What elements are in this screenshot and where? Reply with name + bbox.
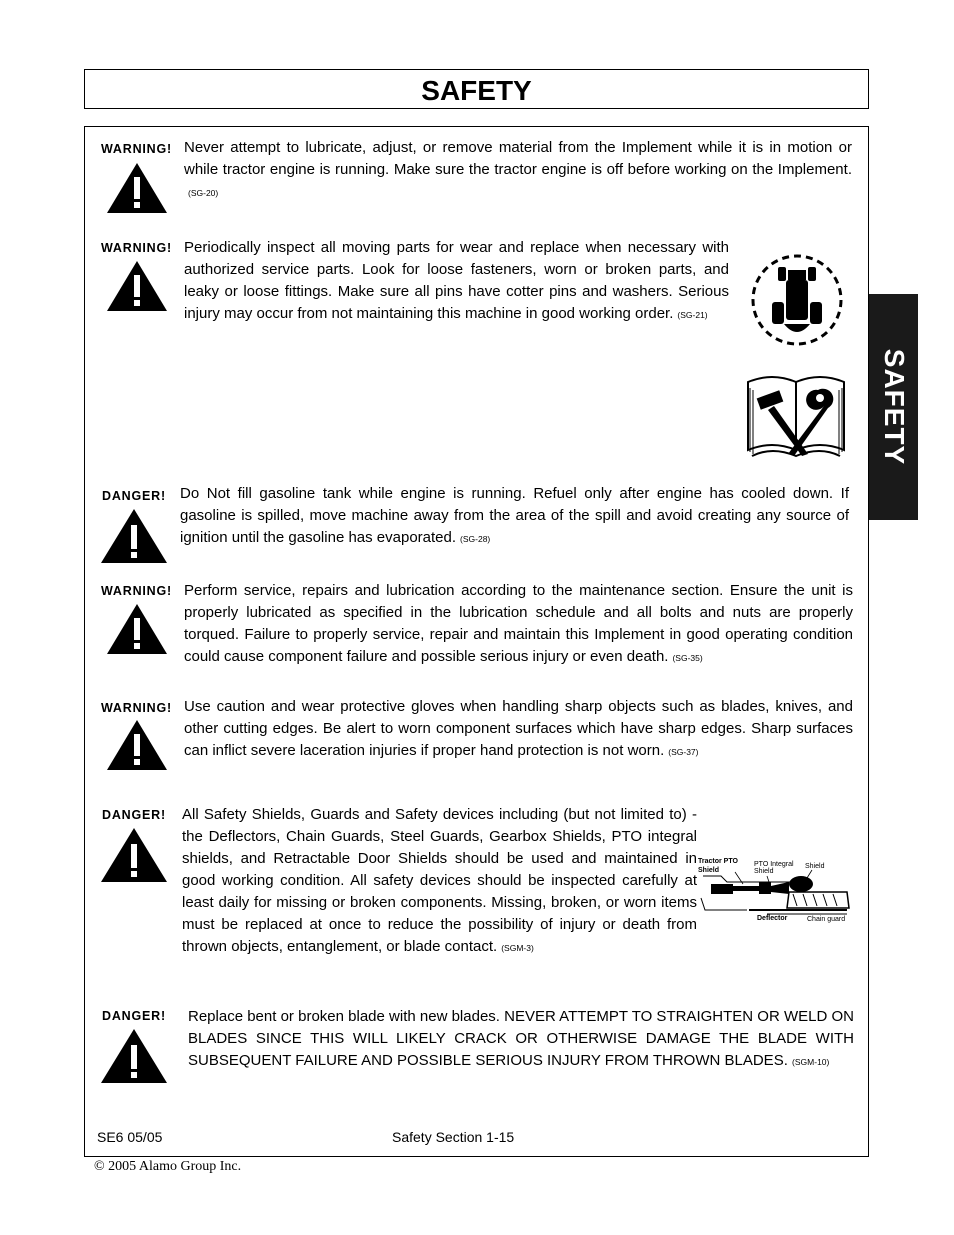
warning-label: WARNING! [101, 142, 172, 156]
safety-message: Use caution and wear protective gloves when handling sharp objects such as blades, knives, and other cutting edges. Be alert to worn component surfaces which have sharp edges. Sharp surfaces can inflict severe laceration injuries if proper hand protection is not worn. (SG-37) [184, 698, 853, 759]
page-number: Safety Section 1-15 [392, 1129, 515, 1145]
warning-label: WARNING! [101, 241, 172, 255]
safety-message: Periodically inspect all moving parts for wear and replace when necessary with authorized service parts. Look for loose fasteners, worn or broken parts, and leaky or loose fittings. Make sure all pins have cotter pins and washers. Serious injury may occur from not maintaining this machine in good working order. (SG-21) [184, 239, 729, 322]
safety-shields-diagram [697, 852, 855, 926]
safety-message: Never attempt to lubricate, adjust, or remove material from the Implement while it is in motion or while tractor engine is running. Make sure the tractor engine is off before working on the Implement.(SG-20) [184, 139, 852, 198]
safety-message: Perform service, repairs and lubrication according to the maintenance section. Ensure the unit is properly lubricated as specified in the lubrication schedule and all bolts and nuts are properly torqued. Failure to properly service, repair and maintain this Implement in good operating condition could cause component failure and possible serious injury or even death. (SG-35) [184, 582, 853, 665]
copyright-notice: © 2005 Alamo Group Inc. [94, 1159, 242, 1174]
warning-label: WARNING! [101, 584, 172, 598]
warning-triangle-icon [105, 602, 169, 656]
danger-label: DANGER! [102, 808, 166, 822]
document-code: SE6 05/05 [97, 1129, 163, 1145]
warning-triangle-icon [105, 718, 169, 772]
diagram-label-deflector: Deflector [757, 915, 788, 922]
safety-message: Do Not fill gasoline tank while engine is running. Refuel only after engine has cooled down. If gasoline is spilled, move machine away from the area of the spill and avoid creating any source of ignition until the gasoline has evaporated. (SG-28) [180, 485, 849, 546]
diagram-label-pto-integral: PTO Integral [754, 861, 794, 868]
safety-message: All Safety Shields, Guards and Safety devices including (but not limited to) - the Deflectors, Chain Guards, Steel Guards, Gearbox Shields, PTO integral shields, and Retractable Door Shields should be used and maintained in good working condition. All safety devices should be inspected carefully at least daily for missing or broken components. Missing, broken, or worn items must be replaced at once to reduce the possibility of injury or death from thrown objects, entanglement, or blade contact. (SGM-3) [182, 806, 697, 955]
danger-label: DANGER! [102, 1009, 166, 1023]
warning-triangle-icon [105, 161, 169, 215]
section-side-tab [869, 294, 918, 520]
manual-tools-icon [744, 368, 848, 458]
safety-message: Replace bent or broken blade with new blades. NEVER ATTEMPT TO STRAIGHTEN OR WELD ON BLADES SINCE THIS WILL LIKELY CRACK OR OTHERWISE DAMAGE THE BLADE WITH SUBSEQUENT FAILURE AND POSSIBLE SERIOUS INJURY FROM THROWN BLADES. (SGM-10) [188, 1008, 854, 1069]
page-title-box [84, 69, 869, 109]
diagram-label-chain-guard: Chain guard [807, 916, 846, 923]
danger-triangle-icon [99, 826, 169, 884]
danger-label: DANGER! [102, 489, 166, 503]
diagram-label-shield: Shield [805, 863, 825, 870]
danger-triangle-icon [99, 507, 169, 565]
tractor-inspection-icon [748, 250, 846, 350]
warning-triangle-icon [105, 259, 169, 313]
danger-triangle-icon [99, 1027, 169, 1085]
diagram-label-tractor-pto-shield: Shield [698, 867, 720, 874]
side-tab-label: SAFETY [878, 348, 910, 466]
diagram-label-tractor-pto: Tractor PTO [698, 858, 738, 865]
page-title: SAFETY [421, 75, 532, 106]
warning-label: WARNING! [101, 701, 172, 715]
diagram-label-pto-integral-shield: Shield [754, 868, 774, 875]
